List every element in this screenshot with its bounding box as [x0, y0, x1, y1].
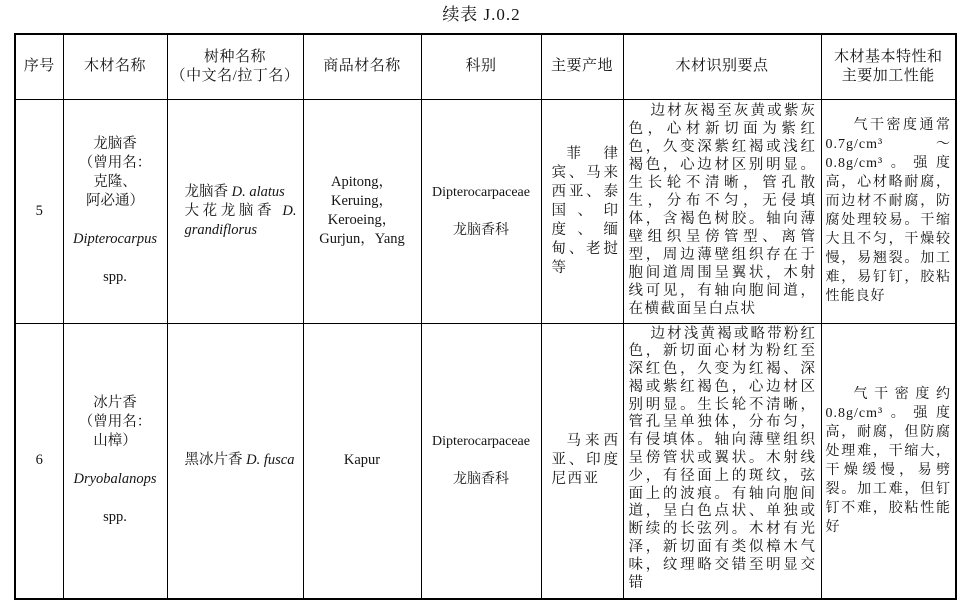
- table-caption: 续表 J.0.2: [442, 5, 521, 24]
- species-entry: [185, 183, 297, 202]
- cell-origin: [541, 99, 623, 323]
- species-entry: [185, 451, 297, 470]
- header-species-name-label: 树种名称 （中文名/拉丁名）: [170, 48, 300, 84]
- table-row: [15, 99, 956, 323]
- wood-name-suffix: spp.: [103, 509, 127, 526]
- species-entry: [185, 202, 297, 240]
- origin: 马来西亚、印度尼西亚: [551, 433, 620, 488]
- wood-name-latin: Dryobalanops: [73, 471, 157, 488]
- header-trade-name-label: 商品材名称: [323, 58, 401, 75]
- cell-properties: [821, 323, 956, 599]
- header-family: [421, 34, 541, 99]
- header-origin: [541, 34, 623, 99]
- cell-trade-name: [303, 323, 421, 599]
- header-trade-name: [303, 34, 421, 99]
- cell-wood-name: [63, 323, 167, 599]
- family-cn: 龙脑香科: [453, 222, 509, 238]
- species-latin: D. fusca: [246, 452, 295, 469]
- wood-name-cn: 龙脑香 （曾用名： 克隆、 阿必通）: [78, 136, 152, 209]
- properties-text: 气干密度约0.8g/cm³。强度高，耐腐，但防腐处理难，干缩大，干燥缓慢，易劈裂。加工难，但钉钉不难，胶粘性能好: [825, 386, 951, 535]
- cell-no: [15, 323, 63, 599]
- cell-identification: [623, 323, 821, 599]
- cell-origin: [541, 323, 623, 599]
- wood-name: [64, 116, 167, 306]
- header-origin-label: 主要产地: [550, 58, 613, 75]
- identification-text: 边材浅黄褐或略带粉红色，新切面心材为粉红至深红色，久变为红褐、深褐或紫红褐色，心边材区别明显。生长轮不清晰，管孔呈单独体，分布匀，有侵填体。轴向薄壁组织呈傍管状或翼状。木射线少，有径面上的斑纹，弦面上的波痕。有轴向胞间道，呈白色点状、单独或断续的长弦列。木材有光泽，新切面有类似樟木气味，纹理略交错至明显交错: [628, 325, 817, 591]
- identification-text: 边材灰褐至灰黄或紫灰色，心材新切面为紫红色，久变深紫红褐或浅红褐色，心边材区别明显。生长轮不清晰，管孔散生，分布不匀，无侵填体，含褐色树胶。轴向薄壁组织呈傍管型、离管型，周边薄壁组织存在于胞间道周围呈翼状，木射线可见，有轴向胞间道，在横截面呈白点状: [628, 102, 817, 317]
- cell-species: [167, 323, 303, 599]
- cell-family: [421, 99, 541, 323]
- cell-wood-name: [63, 99, 167, 323]
- header-wood-name: [63, 34, 167, 99]
- header-identification-label: 木材识别要点: [675, 58, 769, 75]
- wood-name: [64, 375, 167, 546]
- header-wood-name-label: 木材名称: [83, 58, 146, 75]
- cell-identification: [623, 99, 821, 323]
- cell-family: [421, 323, 541, 599]
- origin: 菲律宾、马来西亚、泰国、印度、缅甸、老挝等: [551, 145, 620, 276]
- wood-species-table: [14, 33, 957, 600]
- header-no-label: 序号: [23, 58, 55, 75]
- family-latin: Dipterocarpaceae: [432, 434, 530, 450]
- species-cn: 龙脑香: [184, 183, 228, 200]
- table-row: [15, 323, 956, 599]
- species-cn: 大花龙脑香: [184, 202, 276, 219]
- species-cn: 黑冰片香: [184, 452, 243, 469]
- header-identification: [623, 34, 821, 99]
- family-latin: Dipterocarpaceae: [432, 184, 530, 200]
- species-latin: D. grandiflorus: [184, 202, 297, 238]
- trade-name: Kapur: [343, 452, 381, 469]
- cell-species: [167, 99, 303, 323]
- row-number: 5: [35, 202, 43, 219]
- wood-name-suffix: spp.: [103, 269, 127, 285]
- properties-text: 气干密度通常0.7g/cm³～0.8g/cm³。强度高，心材略耐腐，而边材不耐腐，防腐处理较易。干缩大且不匀，干燥较慢，易翘裂。加工难，易钉钉，胶粘性能良好: [825, 118, 951, 304]
- header-properties-label: 木材基本特性和 主要加工性能: [833, 48, 943, 84]
- header-no: [15, 34, 63, 99]
- cell-trade-name: [303, 99, 421, 323]
- wood-name-latin: Dipterocarpus: [72, 231, 158, 247]
- species-list: [168, 183, 303, 240]
- family: [422, 413, 541, 508]
- row-number: 6: [35, 452, 43, 469]
- cell-no: [15, 99, 63, 323]
- header-properties: [821, 34, 956, 99]
- header-species-name: [167, 34, 303, 99]
- header-row: [15, 34, 956, 99]
- trade-name: Apitong， Keruing， Keroeing， Gurjun，Yang: [319, 174, 405, 247]
- header-family-label: 科别: [465, 58, 497, 75]
- wood-name-cn: 冰片香 （曾用名： 山樟）: [78, 395, 152, 450]
- family: [422, 164, 541, 259]
- species-latin: D. alatus: [231, 183, 285, 200]
- family-cn: 龙脑香科: [453, 472, 509, 488]
- species-list: [168, 451, 303, 470]
- cell-properties: [821, 99, 956, 323]
